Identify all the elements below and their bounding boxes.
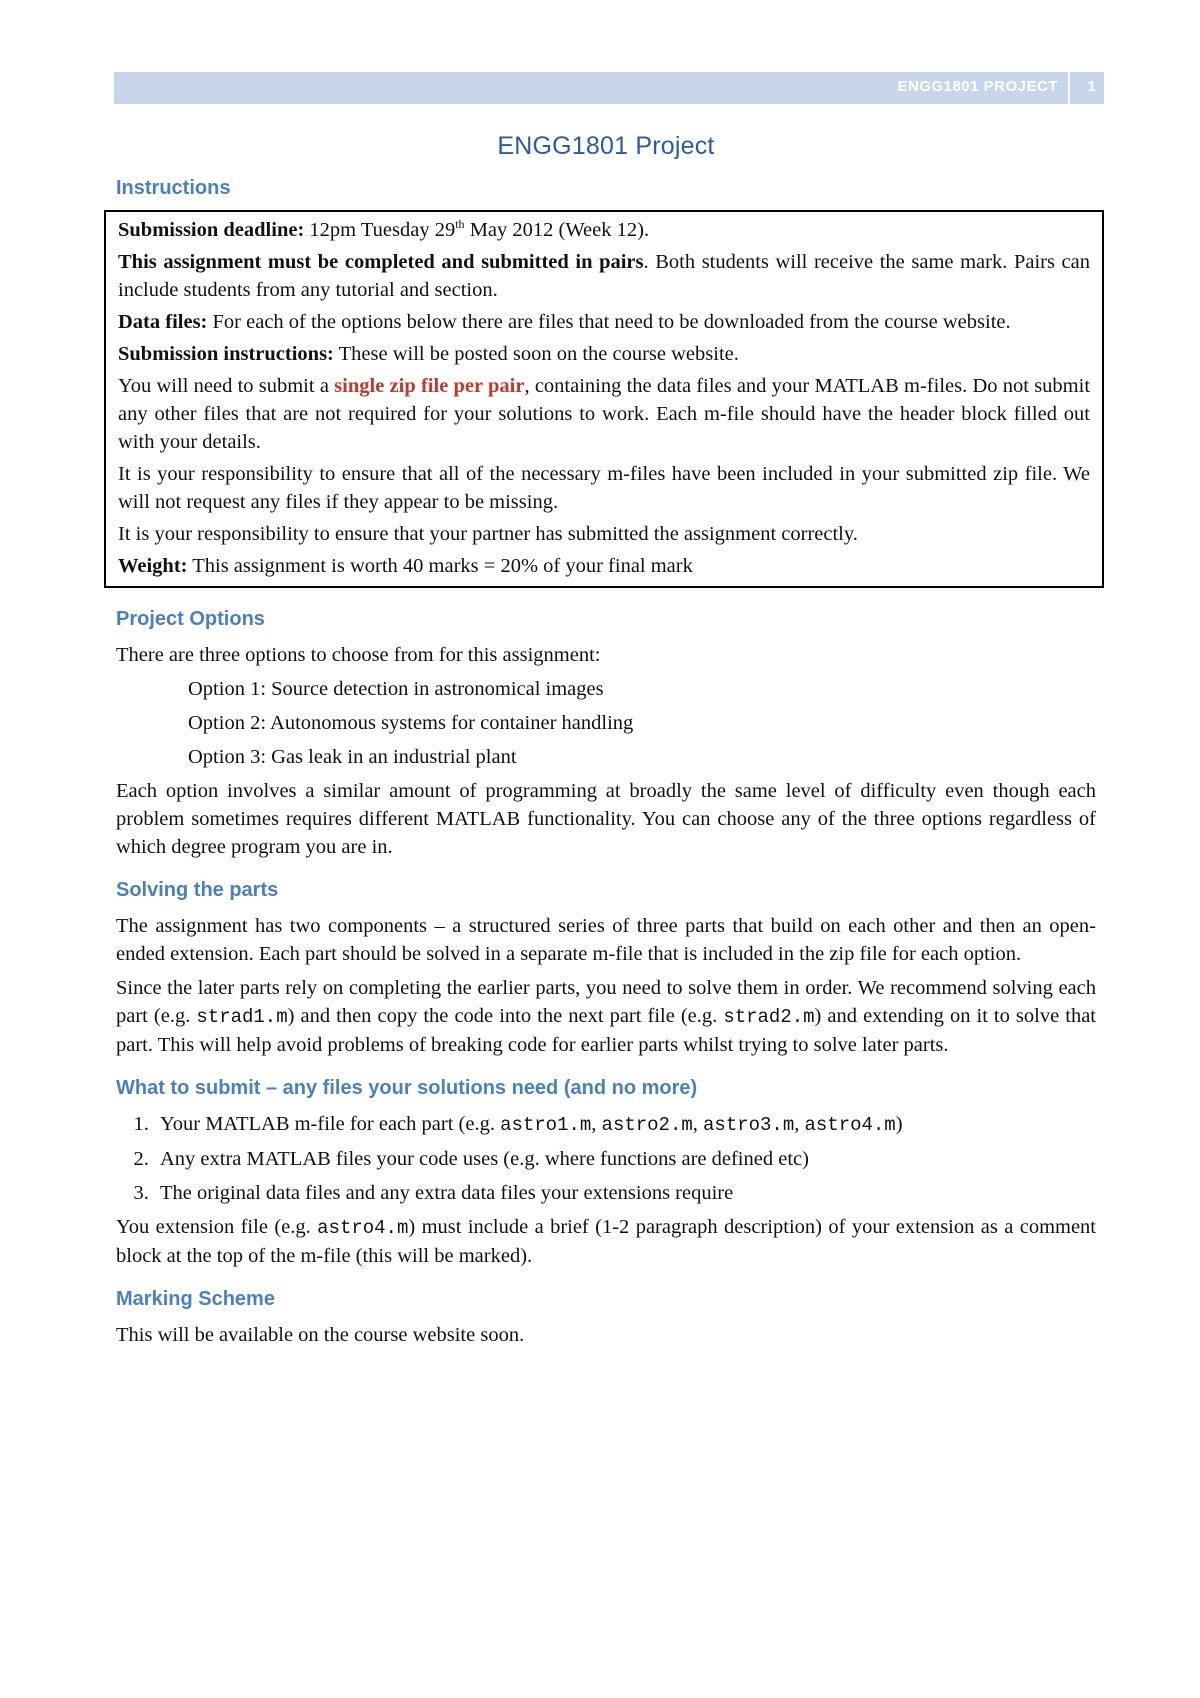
extension-text-pre: You extension file (e.g. bbox=[116, 1216, 318, 1238]
submit-heading: What to submit – any files your solutions need (and no more) bbox=[116, 1077, 698, 1099]
page-header bbox=[114, 72, 1104, 104]
subinstr-line bbox=[118, 340, 1090, 368]
datafiles-label: Data files: bbox=[118, 311, 208, 333]
deadline-date: 12pm Tuesday 29 bbox=[304, 219, 456, 241]
zip-line bbox=[118, 372, 1090, 456]
project-options-heading: Project Options bbox=[116, 608, 265, 630]
deadline-date-rest: May 2012 (Week 12). bbox=[464, 219, 650, 241]
zip-highlight: single zip file per pair bbox=[334, 375, 525, 397]
document-title: ENGG1801 Project bbox=[497, 132, 715, 160]
deadline-line bbox=[118, 216, 1090, 244]
datafiles-text: For each of the options below there are files that need to be downloaded from the course website. bbox=[207, 311, 1011, 333]
submit-item-1-text: Your MATLAB m-file for each part (e.g. bbox=[160, 1113, 501, 1135]
instructions-box bbox=[104, 210, 1104, 588]
project-options-section bbox=[116, 608, 1096, 861]
solving-section bbox=[116, 879, 1096, 1059]
pairs-line bbox=[118, 248, 1090, 304]
option-3: Option 3: Gas leak in an industrial plant bbox=[188, 746, 517, 768]
weight-line bbox=[118, 552, 1090, 580]
code-astro4: astro4.m bbox=[804, 1114, 896, 1136]
document-body bbox=[116, 132, 1096, 1367]
weight-label: Weight: bbox=[118, 555, 188, 577]
weight-text: This assignment is worth 40 marks = 20% of your final mark bbox=[187, 555, 693, 577]
datafiles-line bbox=[118, 308, 1090, 336]
submit-item-1-close: ) bbox=[895, 1113, 903, 1135]
code-astro4-ext: astro4.m bbox=[317, 1217, 409, 1239]
solving-para-1: The assignment has two components – a structured series of three parts that build on each other and then an open-ended extension. Each part should be solved in a separate m-file that is included in the zip file for each option. bbox=[116, 915, 1096, 965]
submit-list bbox=[116, 1110, 1096, 1207]
project-options-intro: There are three options to choose from for this assignment: bbox=[116, 644, 601, 666]
header-divider bbox=[1068, 72, 1070, 104]
code-strad2: strad2.m bbox=[723, 1006, 815, 1028]
code-astro1: astro1.m bbox=[500, 1114, 592, 1136]
responsibility-line-2: It is your responsibility to ensure that your partner has submitted the assignment correctly. bbox=[118, 523, 858, 545]
solving-text-b: ) and then copy the code into the next part file (e.g. bbox=[287, 1005, 724, 1027]
marking-section bbox=[116, 1288, 1096, 1349]
code-strad1: strad1.m bbox=[196, 1006, 288, 1028]
submit-item-1: 1. Your MATLAB m-file for each part (e.g. astro1.m, astro2.m, astro3.m, astro4.m) bbox=[154, 1110, 1096, 1139]
project-options-note: Each option involves a similar amount of programming at broadly the same level of difficulty even though each problem sometimes requires different MATLAB functionality. You can choose any of the three options regardless of which degree program you are in. bbox=[116, 780, 1096, 858]
pairs-label: This assignment must be completed and submitted in pairs bbox=[118, 251, 644, 273]
solving-para-2 bbox=[116, 974, 1096, 1059]
header-label: ENGG1801 PROJECT bbox=[897, 78, 1058, 95]
zip-text-pre: You will need to submit a bbox=[118, 375, 335, 397]
responsibility-line-1: It is your responsibility to ensure that all of the necessary m-files have been included in your submitted zip file. We will not request any files if they appear to be missing. bbox=[118, 463, 1090, 513]
code-astro3: astro3.m bbox=[703, 1114, 795, 1136]
solving-text-a: Since the later parts rely on completing the earlier parts, you need to solve them in order. We recommend solving each part (e.g. bbox=[116, 977, 1096, 1027]
deadline-suffix: th bbox=[455, 217, 465, 232]
subinstr-label: Submission instructions: bbox=[118, 343, 334, 365]
pairs-text: . Both students will receive the same mark. Pairs can include students from any tutorial and section. bbox=[118, 251, 1090, 301]
submit-item-2: 2. Any extra MATLAB files your code uses (e.g. where functions are defined etc) bbox=[154, 1145, 1096, 1173]
submit-item-3: 3. The original data files and any extra data files your extensions require bbox=[154, 1179, 1096, 1207]
code-astro2: astro2.m bbox=[601, 1114, 693, 1136]
extension-note bbox=[116, 1213, 1096, 1270]
subinstr-text: These will be posted soon on the course website. bbox=[333, 343, 739, 365]
solving-text-c: ) and extending on it to solve that part. This will help avoid problems of breaking code for earlier parts whilst trying to solve later parts. bbox=[116, 1005, 1096, 1056]
zip-text-post: , containing the data files and your MATLAB m-files. Do not submit any other files that are not required for your solutions to work. Each m-file should have the header block filled out with your details. bbox=[118, 375, 1091, 453]
option-1: Option 1: Source detection in astronomical images bbox=[188, 678, 604, 700]
submit-section bbox=[116, 1077, 1096, 1270]
solving-heading: Solving the parts bbox=[116, 879, 279, 901]
extension-text-post: ) must include a brief (1-2 paragraph description) of your extension as a comment block at the top of the m-file (this will be marked). bbox=[116, 1216, 1097, 1267]
option-2: Option 2: Autonomous systems for container handling bbox=[188, 712, 634, 734]
instructions-heading: Instructions bbox=[116, 177, 231, 199]
marking-heading: Marking Scheme bbox=[116, 1288, 275, 1310]
marking-text: This will be available on the course website soon. bbox=[116, 1324, 525, 1346]
page-number: 1 bbox=[1087, 78, 1096, 95]
deadline-label: Submission deadline: bbox=[118, 219, 305, 241]
